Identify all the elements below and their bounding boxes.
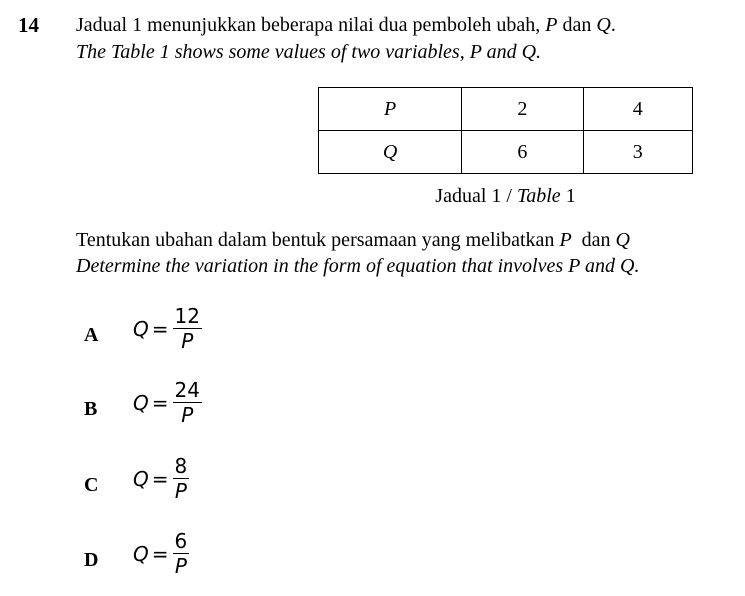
fraction-denominator: P [181,329,194,353]
fraction-numerator: 12 [174,304,200,328]
formula-lhs: Q [133,541,149,566]
fraction-numerator: 6 [174,529,188,553]
formula-equals: = [151,541,169,566]
option-letter: A [84,324,99,346]
option-letter: C [84,474,99,496]
caption-number: 1 [560,185,576,207]
option-formula [133,305,202,352]
fraction-denominator: P [181,403,194,427]
instruction-english: Determine the variation in the form of equation that involves P and Q. [76,255,640,277]
caption-english: Table [516,185,561,207]
question-stem-malay [76,12,616,38]
fraction-denominator: P [174,554,187,578]
caption-malay: Jadual 1 / [435,185,517,207]
fraction-numerator: 8 [174,454,188,478]
table-cell: 4 [583,88,692,131]
option-formula [133,379,202,426]
question-stem-english: The Table 1 shows some values of two variables, P and Q. [76,41,542,63]
option-formula [133,530,189,577]
instruction-text: Tentukan ubahan dalam bentuk persamaan yang melibatkan [76,229,560,251]
stem-conjunction: dan [557,14,597,36]
instruction-conjunction: dan [571,229,616,251]
fraction [173,530,190,577]
table-cell: 6 [462,131,583,174]
table-row [319,131,693,174]
table-row [319,88,693,131]
option-letter: B [84,398,98,420]
instruction-variable-p: P [559,229,572,251]
formula-lhs: Q [133,316,149,341]
fraction [173,379,202,426]
fraction-numerator: 24 [174,378,200,402]
instruction-variable-q: Q [615,229,630,251]
formula-lhs: Q [133,390,149,415]
values-table [318,87,693,174]
table-cell: 2 [462,88,583,131]
stem-variable-p: P [545,14,558,36]
formula-equals: = [151,466,169,491]
fraction [173,305,202,352]
table-cell: 3 [583,131,692,174]
table-row-label: P [319,88,462,131]
stem-text: Jadual 1 menunjukkan beberapa nilai dua pemboleh ubah, [76,14,546,36]
instruction-malay [76,227,630,253]
formula-equals: = [151,316,169,341]
fraction [173,455,190,502]
stem-period: . [610,14,616,36]
stem-variable-q: Q [596,14,611,36]
fraction-denominator: P [174,479,187,503]
option-formula [133,455,189,502]
table-row-label: Q [319,131,462,174]
formula-equals: = [151,390,169,415]
formula-lhs: Q [133,466,149,491]
question-number: 14 [18,13,39,37]
option-letter: D [84,549,99,571]
table-caption [318,184,693,208]
